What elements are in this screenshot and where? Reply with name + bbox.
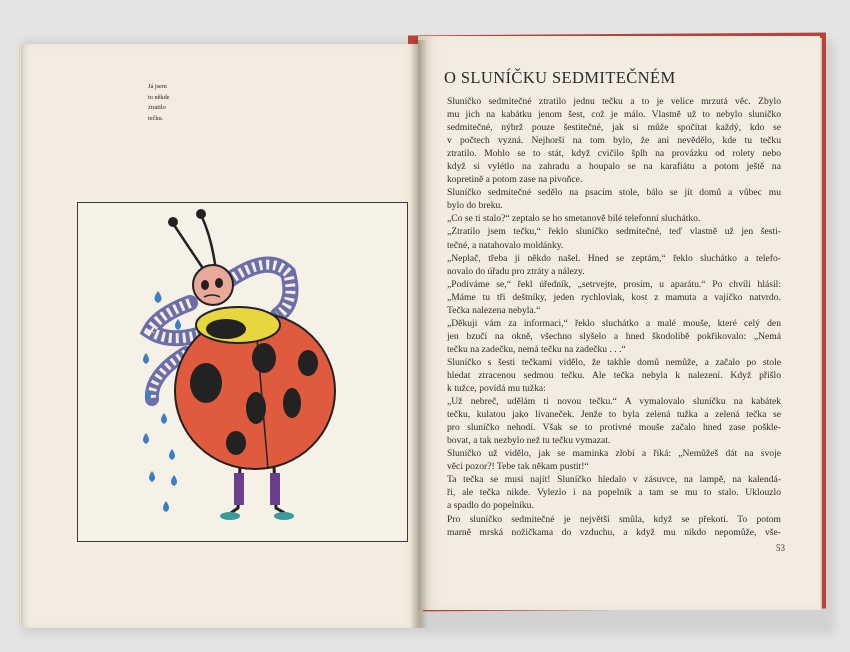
chapter-title: O SLUNÍČKU SEDMITEČNÉM — [444, 68, 676, 87]
trouser-left — [234, 473, 244, 505]
text-line: kopretině a potom zase na pivoňce. — [447, 174, 583, 186]
spot-5 — [246, 392, 266, 424]
text-line: mu jich na kabátku jenom šest, což je málo. Vlastně už to nebylo sluníčko — [447, 109, 781, 121]
tear — [171, 475, 177, 486]
collar-shadow — [206, 319, 246, 339]
text-line: a spadlo do popelníku. — [447, 500, 534, 512]
eye-right — [215, 278, 223, 288]
shoe-right — [274, 512, 294, 520]
chapter-text — [447, 95, 781, 539]
illustration-caption: Já jsem to někde ztratilo tečku. — [148, 83, 170, 122]
text-line: hledat ztracenou sedmou tečku. Ale tečka nebyla k nalezení. Když přišlo — [447, 369, 781, 381]
text-line: bylo do breku. — [447, 200, 503, 212]
text-line: ztratilo. Mohlo se to stát, když cvičilo šplh na provázku od rolety nebo — [447, 148, 781, 160]
text-line: když si vylétlo na zahradu a houpalo se na karafiátu a potom ještě na — [447, 161, 781, 173]
ladybug-head — [193, 265, 233, 305]
text-line: Sluníčko s šesti tečkami vidělo, že takhle domů nemůže, a začalo po stole — [447, 356, 781, 368]
tear — [169, 449, 175, 460]
text-line: věci pozor?! Tebe tak někam pustit!“ — [447, 461, 589, 473]
spot-1 — [190, 363, 222, 403]
text-line: Sluníčko sedmitečné ztratilo jednu tečku a to je velice mrzutá věc. Zbylo — [447, 96, 781, 107]
text-line: „Děkuji vám za informaci,“ řeklo sluchátko a malé mouše, které celý den — [447, 317, 781, 329]
text-line: tečné, a natahovalo moldánky. — [447, 239, 564, 251]
spot-2 — [252, 343, 276, 373]
text-line: „Ztratilo jsem tečku,“ řeklo sluníčko sedmitečné, teď vlastně už jen šesti- — [447, 226, 781, 238]
text-line: „Podíváme se,“ řekl úředník, „setrvejte, prosím, u aparátu.“ Po chvíli hlásil: — [447, 278, 781, 290]
text-line: bovat, a tak nezbylo než tu tečku vymazat. — [447, 435, 611, 447]
text-line: tečku na zadečku, nemá tečku na zadečku . . .“ — [447, 343, 626, 355]
text-line: Ta tečka se musí najít! Sluníčko hledalo v zásuvce, na lampě, na kalendá- — [447, 474, 781, 486]
eye-left — [201, 280, 209, 290]
shoe-left — [220, 512, 240, 520]
text-line: v počtech vyzná. Nejhorší na tom bylo, že ani nevědělo, kde tu tečku — [447, 135, 781, 147]
tear — [143, 433, 149, 444]
book-spine — [410, 40, 428, 628]
text-line: tečku, kulatou jako lívaneček. Jenže to byla zelená tužka a zelená tečka se — [447, 409, 781, 421]
tear — [143, 353, 149, 364]
tear — [149, 471, 155, 482]
tear — [163, 501, 169, 512]
text-line: „Už nebreč, udělám ti novou tečku.“ A vymalovalo sluníčku na kabátek — [447, 396, 781, 408]
text-line: Sluníčko už vidělo, jak se maminka zlobí a říká: „Nemůžeš dát na svoje — [447, 448, 781, 460]
antenna-tip-left — [168, 217, 178, 227]
tear — [175, 319, 181, 330]
text-line: jen bzučí na okně, všechno slyšelo a hned škodolibě pokřikovalo: „Nemá — [447, 330, 781, 342]
text-line: „Neplač, třeba ji někdo našel. Hned se zeptám,“ řeklo sluchátko a telefo- — [447, 252, 781, 264]
text-line: sedmitečné, nýbrž pouze šestitečné, jak si může spočítat každý, kdo se — [447, 122, 781, 134]
text-line: „Co se ti stalo?“ zeptalo se ho smetanově bílé telefonní sluchátko. — [447, 213, 701, 225]
antenna-right — [202, 217, 216, 271]
text-line: novalo do úřadu pro ztráty a nálezy. — [447, 265, 585, 277]
antenna-left — [174, 225, 206, 273]
text-line: k tužce, povídá mu tužka: — [447, 383, 546, 395]
antenna-tip-right — [196, 209, 206, 219]
text-line: Pro sluníčko sedmitečné je největší smůla, když se překotí. To potom — [447, 513, 781, 525]
spot-6 — [226, 431, 246, 455]
text-line: Tečka nalezena nebyla.“ — [447, 304, 541, 316]
ladybug-drawing — [78, 203, 407, 541]
tear — [155, 291, 162, 303]
text-line: marně mrská nožičkama do vzduchu, a když mu nikdo nepomůže, vše- — [447, 526, 781, 538]
text-line: pro sluníčko nehodí. Však se to protivné mouše začalo hned zase poškle- — [447, 422, 781, 434]
spot-3 — [298, 350, 318, 376]
text-line: ři, ale tečka nikde. Vylezlo i na popelník a tam se mu to stalo. Uklouzlo — [447, 487, 781, 499]
tear — [161, 413, 167, 424]
ladybug-illustration — [77, 202, 408, 542]
trouser-right — [270, 473, 280, 505]
spot-4 — [283, 388, 301, 418]
text-line: „Máme tu tři deštníky, jeden rychlovlak, kost z mamuta a vajíčko natvrdo. — [447, 291, 781, 303]
text-line: Sluníčko sedmitečné sedělo na psacím stole, bálo se jít domů a vůbec mu — [447, 187, 781, 199]
page-number: 53 — [776, 543, 785, 553]
